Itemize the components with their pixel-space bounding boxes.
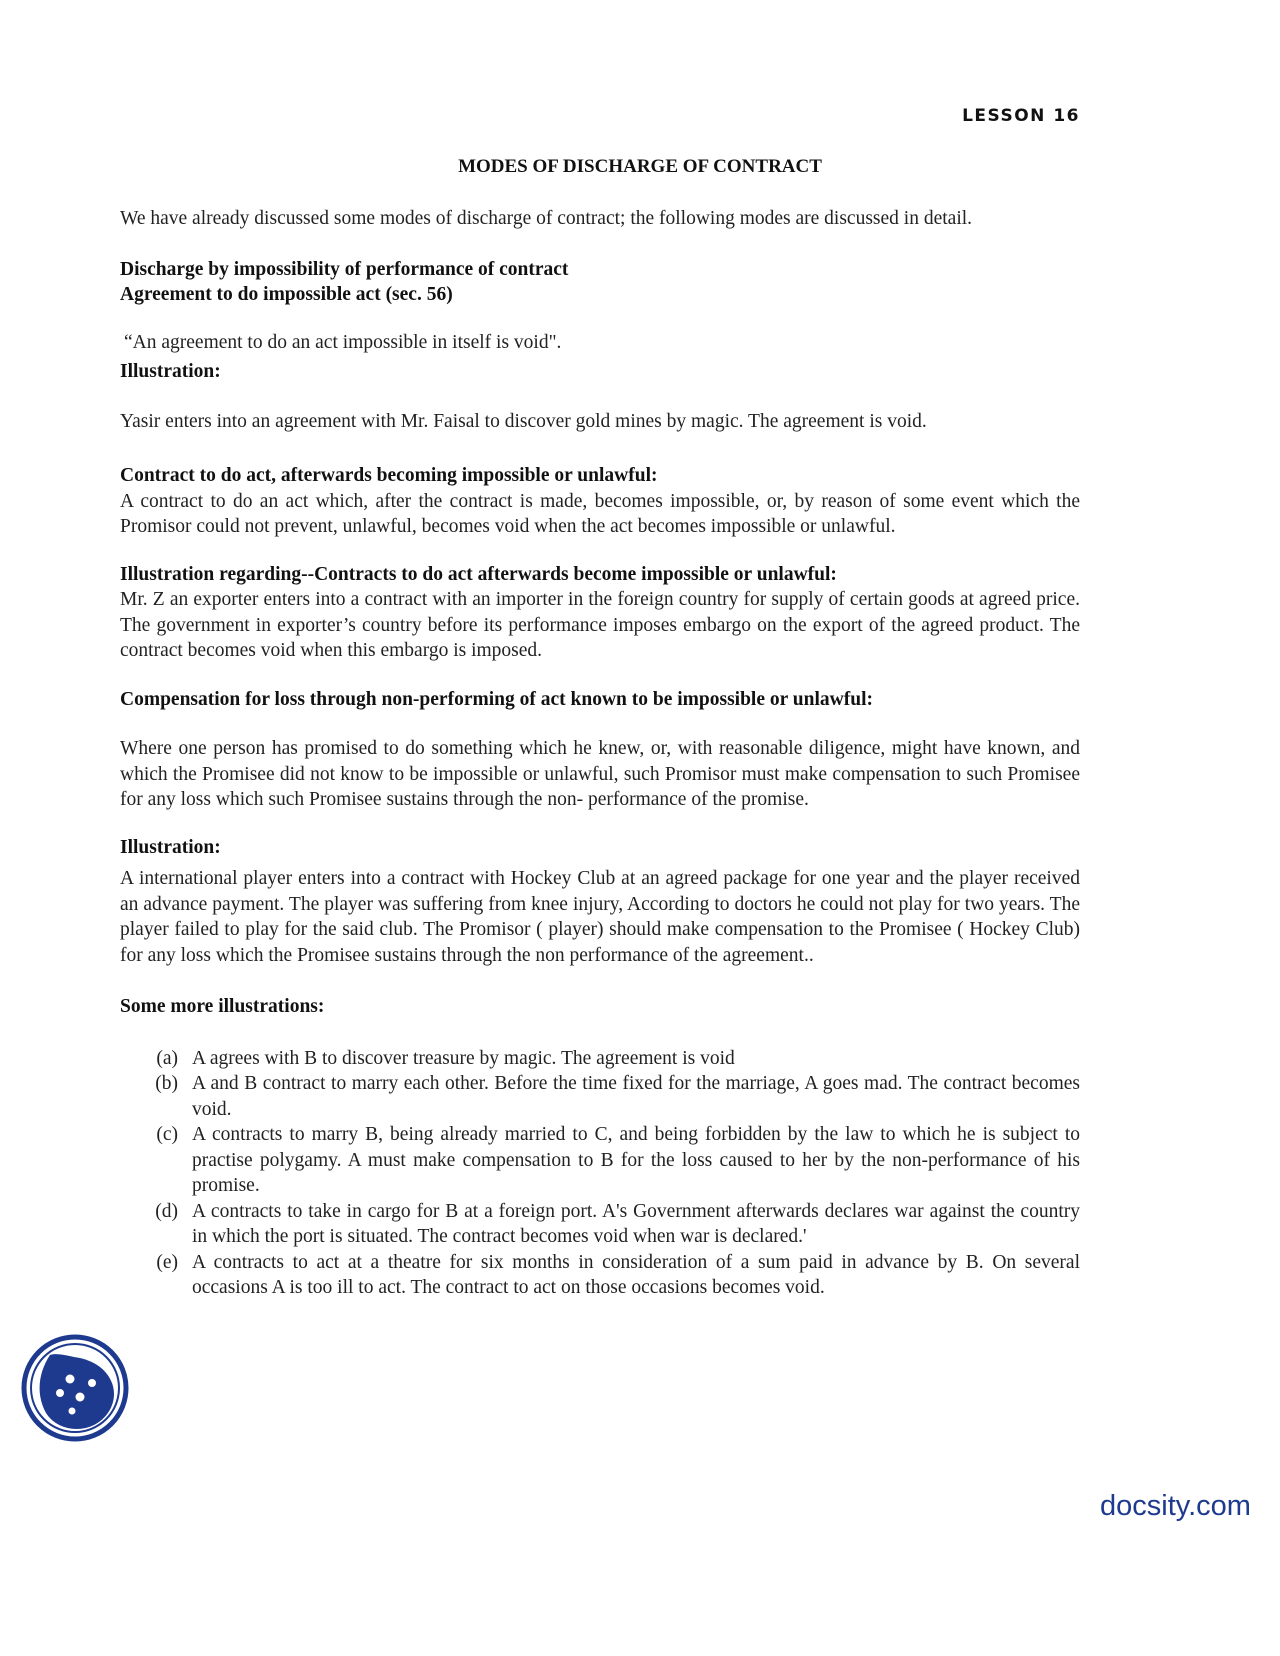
section-heading-more-illustrations: Some more illustrations:	[120, 996, 325, 1017]
document-body	[120, 206, 1080, 1301]
section-text-illustration: A international player enters into a contract with Hockey Club at an agreed package for one year and the player received an advance payment. The player was suffering from knee injury, According to doctors he could not play for two years. The player failed to play for the said club. The Promisor ( player) should make compensation to the Promisee ( Hockey Club) for any loss which the Promisee sustains through the non performance of the agreement..	[120, 868, 1080, 966]
section-subheading-impossible-act: Agreement to do impossible act (sec. 56)	[120, 284, 453, 305]
list-item: (b) A and B contract to marry each other. Before the time fixed for the marriage, A goes mad. The contract becomes void.	[155, 1073, 1080, 1120]
quote-text: “An agreement to do an act impossible in itself is void".	[124, 331, 562, 353]
section-heading-compensation: Compensation for loss through non-performing of act known to be impossible or unlawful:	[120, 688, 873, 710]
page-title: MODES OF DISCHARGE OF CONTRACT	[458, 156, 822, 177]
section-heading-impossibility: Discharge by impossibility of performance of contract	[120, 258, 569, 280]
list-item: (a) A agrees with B to discover treasure by magic. The agreement is void	[156, 1047, 735, 1069]
docsity-logo-icon[interactable]	[20, 1333, 130, 1443]
docsity-brand-link[interactable]: docsity.com	[1100, 1490, 1251, 1522]
section-text-compensation: Where one person has promised to do something which he knew, or, with reasonable diligence, might have known, and which the Promisee did not know to be impossible or unlawful, such Promisor must make compensation to such Promisee for any loss which such Promisee sustains through the non- performance of the promise.	[120, 738, 1080, 810]
list-item: (d) A contracts to take in cargo for B at a foreign port. A's Government afterwards declares war against the country in which the port is situated. The contract becomes void when war is declared.'	[155, 1200, 1080, 1247]
illustration-text: Yasir enters into an agreement with Mr. Faisal to discover gold mines by magic. The agreement is void.	[120, 410, 927, 432]
list-item: (c) A contracts to marry B, being already married to C, and being forbidden by the law to which he is subject to practise polygamy. A must make compensation to B for the loss caused to her by the non-performance of his promise.	[156, 1124, 1080, 1196]
section-heading-illustration: Illustration:	[120, 836, 221, 858]
intro-paragraph: We have already discussed some modes of discharge of contract; the following modes are discussed in detail.	[120, 208, 973, 229]
section-heading-afterwards-impossible: Contract to do act, afterwards becoming impossible or unlawful:	[120, 465, 658, 486]
illustration-label: Illustration:	[120, 361, 221, 382]
section-text-afterwards-impossible: A contract to do an act which, after the contract is made, becomes impossible, or, by reason of some event which the Promisor could not prevent, unlawful, becomes void when the act becomes impossible or unlawful.	[120, 490, 1080, 537]
list-item: (e) A contracts to act at a theatre for six months in consideration of a sum paid in advance by B. On several occasions A is too ill to act. The contract to act on those occasions becomes void.	[156, 1251, 1080, 1298]
lesson-number: LESSON 16	[962, 106, 1080, 126]
section-heading-illustration-regarding: Illustration regarding--Contracts to do act afterwards become impossible or unlawful:	[120, 563, 837, 585]
illustrations-list	[120, 1046, 1080, 1301]
section-text-illustration-regarding: Mr. Z an exporter enters into a contract with an importer in the foreign country for supply of certain goods at agreed price. The government in exporter’s country before its performance imposes embargo on the export of the agreed product. The contract becomes void when this embargo is imposed.	[120, 589, 1080, 661]
